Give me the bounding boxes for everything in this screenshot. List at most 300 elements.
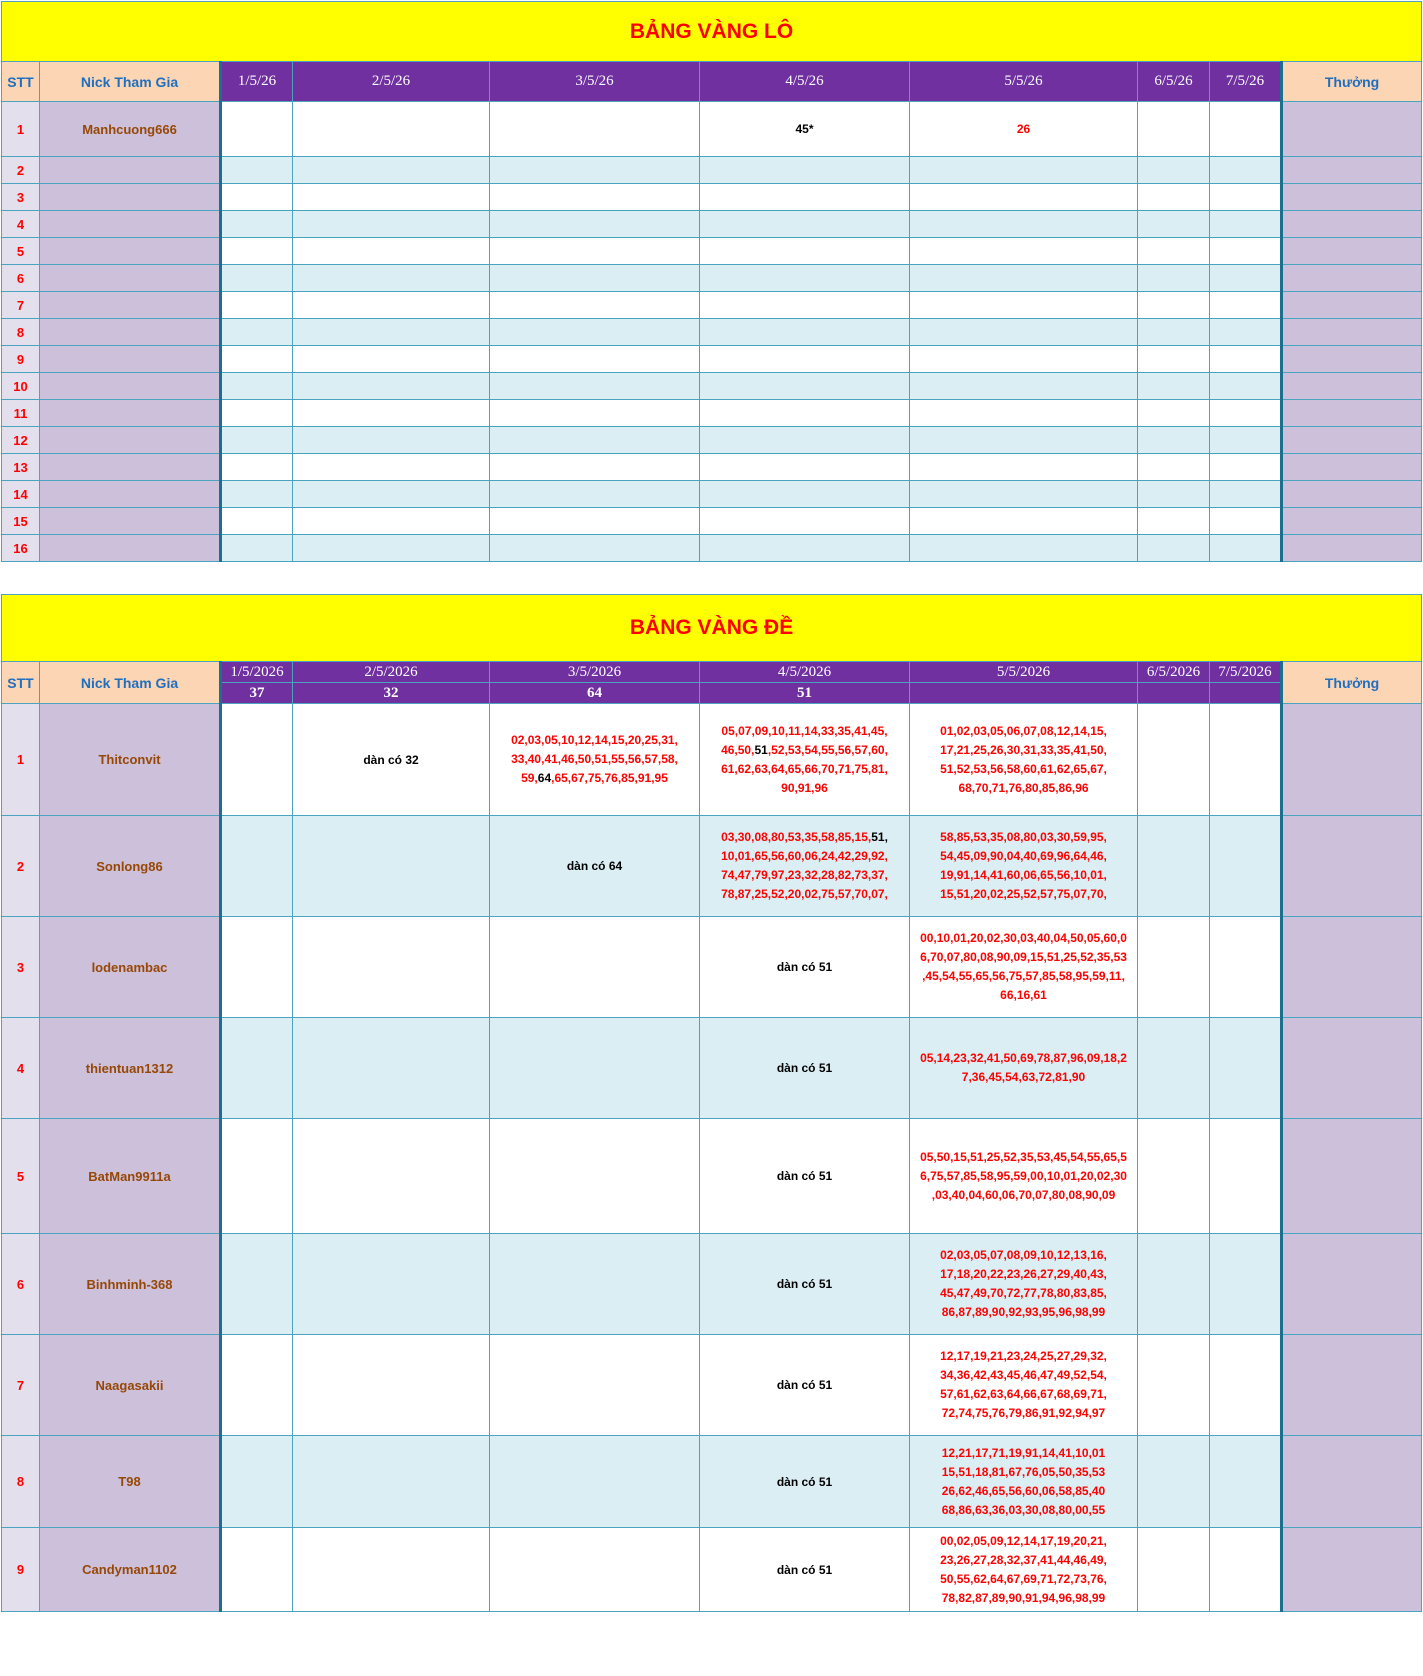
value-cell (221, 481, 293, 508)
value-cell (490, 917, 700, 1018)
date-header: 5/5/26 (910, 62, 1138, 102)
nick-cell (40, 400, 221, 427)
number-list-cell (910, 1018, 1138, 1119)
number-list-cell (490, 704, 700, 816)
value-cell (293, 1436, 490, 1528)
number-line: 6,70,07,80,08,90,09,15,51,25,52,35,53 (920, 950, 1127, 964)
number-line: 33,40,41,46,50,51,55,56,57,58, (511, 752, 678, 766)
thuong-cell (1282, 157, 1422, 184)
value-cell (1138, 1119, 1210, 1234)
value-cell (490, 1119, 700, 1234)
value-cell (910, 346, 1138, 373)
value-cell (1210, 238, 1282, 265)
stt-cell: 8 (2, 1436, 40, 1528)
value-cell (293, 400, 490, 427)
nick-header: Nick Tham Gia (40, 662, 221, 704)
thuong-cell (1282, 102, 1422, 157)
value-cell (293, 1528, 490, 1612)
table-row (2, 265, 1422, 292)
value-cell: 45* (700, 102, 910, 157)
number-line: 05,14,23,32,41,50,69,78,87,96,09,18,2 (920, 1051, 1127, 1065)
nick-cell (40, 184, 221, 211)
value-cell (700, 346, 910, 373)
table-row (2, 400, 1422, 427)
value-cell (293, 319, 490, 346)
value-cell (910, 238, 1138, 265)
value-cell (1138, 917, 1210, 1018)
thuong-cell (1282, 346, 1422, 373)
value-cell (910, 292, 1138, 319)
thuong-cell (1282, 704, 1422, 816)
nick-cell: lodenambac (40, 917, 221, 1018)
value-cell (221, 184, 293, 211)
value-cell (700, 373, 910, 400)
stt-cell: 1 (2, 704, 40, 816)
number-line: 74,47,79,97,23,32,28,82,73,37, (721, 868, 888, 882)
thuong-cell (1282, 373, 1422, 400)
value-cell (221, 1234, 293, 1335)
number-line: 10,01,65,56,60,06,24,42,29,92, (721, 849, 888, 863)
value-cell (910, 535, 1138, 562)
nick-cell (40, 427, 221, 454)
table-row (2, 346, 1422, 373)
thuong-cell (1282, 816, 1422, 917)
number-line: 00,10,01,20,02,30,03,40,04,50,05,60,0 (920, 931, 1127, 945)
value-cell (1138, 508, 1210, 535)
number-line: 45,47,49,70,72,77,78,80,83,85, (940, 1286, 1107, 1300)
table-row (2, 917, 1422, 1018)
value-cell (700, 454, 910, 481)
thuong-cell (1282, 535, 1422, 562)
nick-cell (40, 319, 221, 346)
number-line: 72,74,75,76,79,86,91,92,94,97 (941, 1406, 1106, 1420)
date-header: 4/5/26 (700, 62, 910, 102)
date-header: 7/5/2026 (1210, 662, 1282, 683)
number-list-cell (910, 1234, 1138, 1335)
value-cell (221, 1018, 293, 1119)
value-cell (293, 427, 490, 454)
value-cell (221, 508, 293, 535)
thuong-cell (1282, 265, 1422, 292)
value-cell (293, 292, 490, 319)
result-cell (910, 683, 1138, 704)
value-cell (490, 508, 700, 535)
value-cell (1138, 373, 1210, 400)
number-text: 46,50, (721, 742, 755, 757)
value-cell (1210, 265, 1282, 292)
number-line: 05,07,09,10,11,14,33,35,41,45, (721, 723, 888, 738)
value-cell (490, 184, 700, 211)
number-line: 17,18,20,22,23,26,27,29,40,43, (940, 1267, 1107, 1281)
nick-cell: T98 (40, 1436, 221, 1528)
value-cell (221, 917, 293, 1018)
value-cell (1210, 400, 1282, 427)
stt-cell: 6 (2, 265, 40, 292)
date-header: 1/5/26 (221, 62, 293, 102)
value-cell: dàn có 51 (700, 1436, 910, 1528)
stt-cell: 3 (2, 184, 40, 211)
number-line: 19,91,14,41,60,06,65,56,10,01, (940, 868, 1107, 882)
value-cell (293, 265, 490, 292)
table-row (2, 157, 1422, 184)
value-cell (293, 102, 490, 157)
date-header: 6/5/2026 (1138, 662, 1210, 683)
value-cell (221, 265, 293, 292)
value-cell (293, 238, 490, 265)
stt-cell: 1 (2, 102, 40, 157)
value-cell (1210, 292, 1282, 319)
value-cell (490, 535, 700, 562)
table-row (2, 238, 1422, 265)
value-cell (1210, 917, 1282, 1018)
stt-cell: 13 (2, 454, 40, 481)
number-line: 90,91,96 (781, 780, 828, 795)
value-cell (700, 157, 910, 184)
value-cell (910, 184, 1138, 211)
value-cell (293, 184, 490, 211)
table-row (2, 704, 1422, 816)
stt-cell: 7 (2, 292, 40, 319)
lo-title: BẢNG VÀNG LÔ (2, 2, 1422, 62)
date-header: 2/5/26 (293, 62, 490, 102)
number-list-cell (700, 704, 910, 816)
value-cell (910, 400, 1138, 427)
result-cell: 37 (221, 683, 293, 704)
value-cell (1210, 373, 1282, 400)
value-cell (910, 319, 1138, 346)
result-cell: 32 (293, 683, 490, 704)
date-header: 1/5/2026 (221, 662, 293, 683)
winning-number: 64 (537, 771, 552, 785)
table-row (2, 454, 1422, 481)
table-row (2, 1436, 1422, 1528)
stt-cell: 4 (2, 211, 40, 238)
value-cell (1138, 319, 1210, 346)
value-cell (910, 454, 1138, 481)
stt-cell: 5 (2, 1119, 40, 1234)
value-cell (490, 265, 700, 292)
table-row (2, 427, 1422, 454)
number-line: 12,21,17,71,19,91,14,41,10,01 (941, 1445, 1106, 1460)
thuong-cell (1282, 917, 1422, 1018)
value-cell (490, 238, 700, 265)
value-cell (490, 1335, 700, 1436)
value-cell (221, 238, 293, 265)
value-cell (221, 373, 293, 400)
value-cell (490, 373, 700, 400)
value-cell (490, 319, 700, 346)
value-cell (293, 1335, 490, 1436)
value-cell (1138, 400, 1210, 427)
value-cell (700, 238, 910, 265)
value-cell (293, 535, 490, 562)
result-cell (1138, 683, 1210, 704)
value-cell (910, 481, 1138, 508)
value-cell (1138, 157, 1210, 184)
table-row (2, 1528, 1422, 1612)
nick-cell: Naagasakii (40, 1335, 221, 1436)
date-header: 5/5/2026 (910, 662, 1138, 683)
table-row (2, 319, 1422, 346)
table-row (2, 481, 1422, 508)
value-cell (490, 211, 700, 238)
value-cell (1210, 346, 1282, 373)
number-line: 78,82,87,89,90,91,94,96,98,99 (941, 1590, 1106, 1605)
number-line: 23,26,27,28,32,37,41,44,46,49, (940, 1552, 1107, 1567)
value-cell (221, 1335, 293, 1436)
value-cell (1210, 454, 1282, 481)
value-cell (1138, 184, 1210, 211)
value-cell (221, 1436, 293, 1528)
stt-cell: 8 (2, 319, 40, 346)
value-cell (490, 1528, 700, 1612)
value-cell (1138, 211, 1210, 238)
value-cell (293, 1119, 490, 1234)
thuong-cell (1282, 319, 1422, 346)
date-header: 7/5/26 (1210, 62, 1282, 102)
value-cell: dàn có 51 (700, 1528, 910, 1612)
value-cell: dàn có 32 (293, 704, 490, 816)
date-header: 3/5/2026 (490, 662, 700, 683)
value-cell (1210, 427, 1282, 454)
value-cell (1210, 1436, 1282, 1528)
value-cell (490, 157, 700, 184)
lo-table (1, 1, 1422, 562)
nick-cell (40, 535, 221, 562)
value-cell (1210, 211, 1282, 238)
value-cell (1210, 1119, 1282, 1234)
number-line: 66,16,61 (1000, 988, 1047, 1002)
value-cell (700, 508, 910, 535)
value-cell (221, 292, 293, 319)
value-cell (490, 1234, 700, 1335)
number-list-cell (910, 704, 1138, 816)
value-cell (1210, 1335, 1282, 1436)
nick-cell (40, 346, 221, 373)
number-text: ,65,67,75,76,85,91,95 (551, 771, 668, 785)
value-cell: dàn có 64 (490, 816, 700, 917)
value-cell (700, 211, 910, 238)
nick-cell: Thitconvit (40, 704, 221, 816)
number-list-cell (910, 1119, 1138, 1234)
stt-cell: 5 (2, 238, 40, 265)
stt-cell: 9 (2, 346, 40, 373)
number-line: 01,02,03,05,06,07,08,12,14,15, (940, 723, 1107, 738)
thuong-cell (1282, 454, 1422, 481)
stt-header: STT (2, 662, 40, 704)
winning-number: 51, (871, 830, 888, 844)
value-cell (700, 265, 910, 292)
value-cell (1138, 292, 1210, 319)
nick-cell: Sonlong86 (40, 816, 221, 917)
value-cell (221, 102, 293, 157)
number-line: 78,87,25,52,20,02,75,57,70,07, (721, 887, 888, 901)
value-cell (1138, 346, 1210, 373)
thuong-cell (1282, 292, 1422, 319)
table-row (2, 292, 1422, 319)
number-list-cell (910, 917, 1138, 1018)
table-row (2, 211, 1422, 238)
value-cell (700, 292, 910, 319)
value-cell (221, 1528, 293, 1612)
result-cell (1210, 683, 1282, 704)
nick-cell: thientuan1312 (40, 1018, 221, 1119)
value-cell (490, 1436, 700, 1528)
number-line: 58,85,53,35,08,80,03,30,59,95, (940, 830, 1107, 844)
thuong-cell (1282, 1119, 1422, 1234)
value-cell: dàn có 51 (700, 1018, 910, 1119)
value-cell (293, 1234, 490, 1335)
value-cell (221, 346, 293, 373)
date-header: 4/5/2026 (700, 662, 910, 683)
number-line (702, 828, 907, 847)
value-cell (1210, 816, 1282, 917)
number-line: 34,36,42,43,45,46,47,49,52,54, (940, 1368, 1107, 1382)
value-cell (490, 454, 700, 481)
value-cell (1138, 1335, 1210, 1436)
value-cell (700, 400, 910, 427)
nick-header: Nick Tham Gia (40, 62, 221, 102)
number-line: 61,62,63,64,65,66,70,71,75,81, (721, 761, 888, 776)
table-row (2, 1119, 1422, 1234)
number-line (702, 741, 907, 760)
number-line: 15,51,18,81,67,76,05,50,35,53 (941, 1464, 1106, 1479)
stt-cell: 3 (2, 917, 40, 1018)
table-row (2, 1018, 1422, 1119)
value-cell (490, 346, 700, 373)
table-row (2, 184, 1422, 211)
number-line: 17,21,25,26,30,31,33,35,41,50, (940, 742, 1107, 757)
nick-cell: Binhminh-368 (40, 1234, 221, 1335)
value-cell (293, 1018, 490, 1119)
number-line: 05,50,15,51,25,52,35,53,45,54,55,65,5 (920, 1149, 1127, 1164)
value-cell (700, 535, 910, 562)
value-cell (293, 157, 490, 184)
number-text: ,52,53,54,55,56,57,60, (767, 742, 888, 757)
thuong-header: Thưởng (1282, 62, 1422, 102)
thuong-cell (1282, 1335, 1422, 1436)
value-cell (1138, 704, 1210, 816)
number-list-cell (910, 1528, 1138, 1612)
value-cell (490, 1018, 700, 1119)
value-cell (1138, 1528, 1210, 1612)
value-cell (293, 481, 490, 508)
stt-cell: 10 (2, 373, 40, 400)
number-line: ,03,40,04,60,06,70,07,80,08,90,09 (931, 1187, 1116, 1202)
number-line: 68,86,63,36,03,30,08,80,00,55 (941, 1502, 1106, 1517)
value-cell (1138, 1018, 1210, 1119)
nick-cell (40, 157, 221, 184)
table-row (2, 1335, 1422, 1436)
date-header: 3/5/26 (490, 62, 700, 102)
nick-cell (40, 265, 221, 292)
thuong-cell (1282, 211, 1422, 238)
value-cell (221, 319, 293, 346)
value-cell (700, 319, 910, 346)
number-line: 15,51,20,02,25,52,57,75,07,70, (940, 887, 1107, 901)
value-cell (1210, 184, 1282, 211)
nick-cell: Candyman1102 (40, 1528, 221, 1612)
thuong-cell (1282, 1018, 1422, 1119)
value-cell (1138, 1234, 1210, 1335)
value-cell (221, 454, 293, 481)
value-cell (1210, 704, 1282, 816)
thuong-cell (1282, 1234, 1422, 1335)
stt-cell: 2 (2, 157, 40, 184)
value-cell (221, 535, 293, 562)
number-line: 86,87,89,90,92,93,95,96,98,99 (941, 1305, 1106, 1319)
de-title: BẢNG VÀNG ĐỀ (2, 595, 1422, 662)
thuong-cell (1282, 1436, 1422, 1528)
value-cell (221, 211, 293, 238)
value-cell: dàn có 51 (700, 917, 910, 1018)
value-cell (1210, 1018, 1282, 1119)
number-line: 68,70,71,76,80,85,86,96 (958, 780, 1089, 795)
number-line: 02,03,05,10,12,14,15,20,25,31, (511, 733, 678, 747)
stt-cell: 4 (2, 1018, 40, 1119)
table-row (2, 1234, 1422, 1335)
value-cell (1210, 102, 1282, 157)
value-cell (1138, 535, 1210, 562)
value-cell (700, 184, 910, 211)
value-cell (293, 454, 490, 481)
number-text: 59, (521, 771, 538, 785)
value-cell (293, 373, 490, 400)
winning-number: 51 (754, 742, 768, 757)
nick-cell (40, 481, 221, 508)
number-list-cell (910, 816, 1138, 917)
value-cell: 26 (910, 102, 1138, 157)
value-cell: dàn có 51 (700, 1234, 910, 1335)
value-cell (490, 481, 700, 508)
value-cell (1138, 1436, 1210, 1528)
thuong-cell (1282, 481, 1422, 508)
stt-cell: 16 (2, 535, 40, 562)
number-line: ,45,54,55,65,56,75,57,85,58,95,59,11, (922, 969, 1125, 983)
nick-cell (40, 211, 221, 238)
number-line: 12,17,19,21,23,24,25,27,29,32, (940, 1349, 1107, 1363)
number-list-cell (910, 1335, 1138, 1436)
number-line (492, 769, 697, 788)
value-cell (1138, 102, 1210, 157)
nick-cell: BatMan9911a (40, 1119, 221, 1234)
thuong-cell (1282, 400, 1422, 427)
nick-cell (40, 292, 221, 319)
number-line: 51,52,53,56,58,60,61,62,65,67, (940, 761, 1107, 776)
nick-cell (40, 373, 221, 400)
value-cell: dàn có 51 (700, 1335, 910, 1436)
value-cell (1210, 535, 1282, 562)
nick-cell: Manhcuong666 (40, 102, 221, 157)
value-cell: dàn có 51 (700, 1119, 910, 1234)
value-cell (221, 157, 293, 184)
stt-cell: 14 (2, 481, 40, 508)
nick-cell (40, 238, 221, 265)
nick-cell (40, 508, 221, 535)
value-cell (221, 400, 293, 427)
number-line: 54,45,09,90,04,40,69,96,64,46, (940, 849, 1107, 863)
number-line: 50,55,62,64,67,69,71,72,73,76, (940, 1571, 1107, 1586)
stt-cell: 6 (2, 1234, 40, 1335)
number-text: 03,30,08,80,53,35,58,85,15, (721, 830, 872, 844)
value-cell (1210, 157, 1282, 184)
value-cell (1138, 427, 1210, 454)
number-line: 57,61,62,63,64,66,67,68,69,71, (940, 1387, 1107, 1401)
value-cell (910, 508, 1138, 535)
result-cell: 64 (490, 683, 700, 704)
value-cell (221, 704, 293, 816)
stt-cell: 15 (2, 508, 40, 535)
